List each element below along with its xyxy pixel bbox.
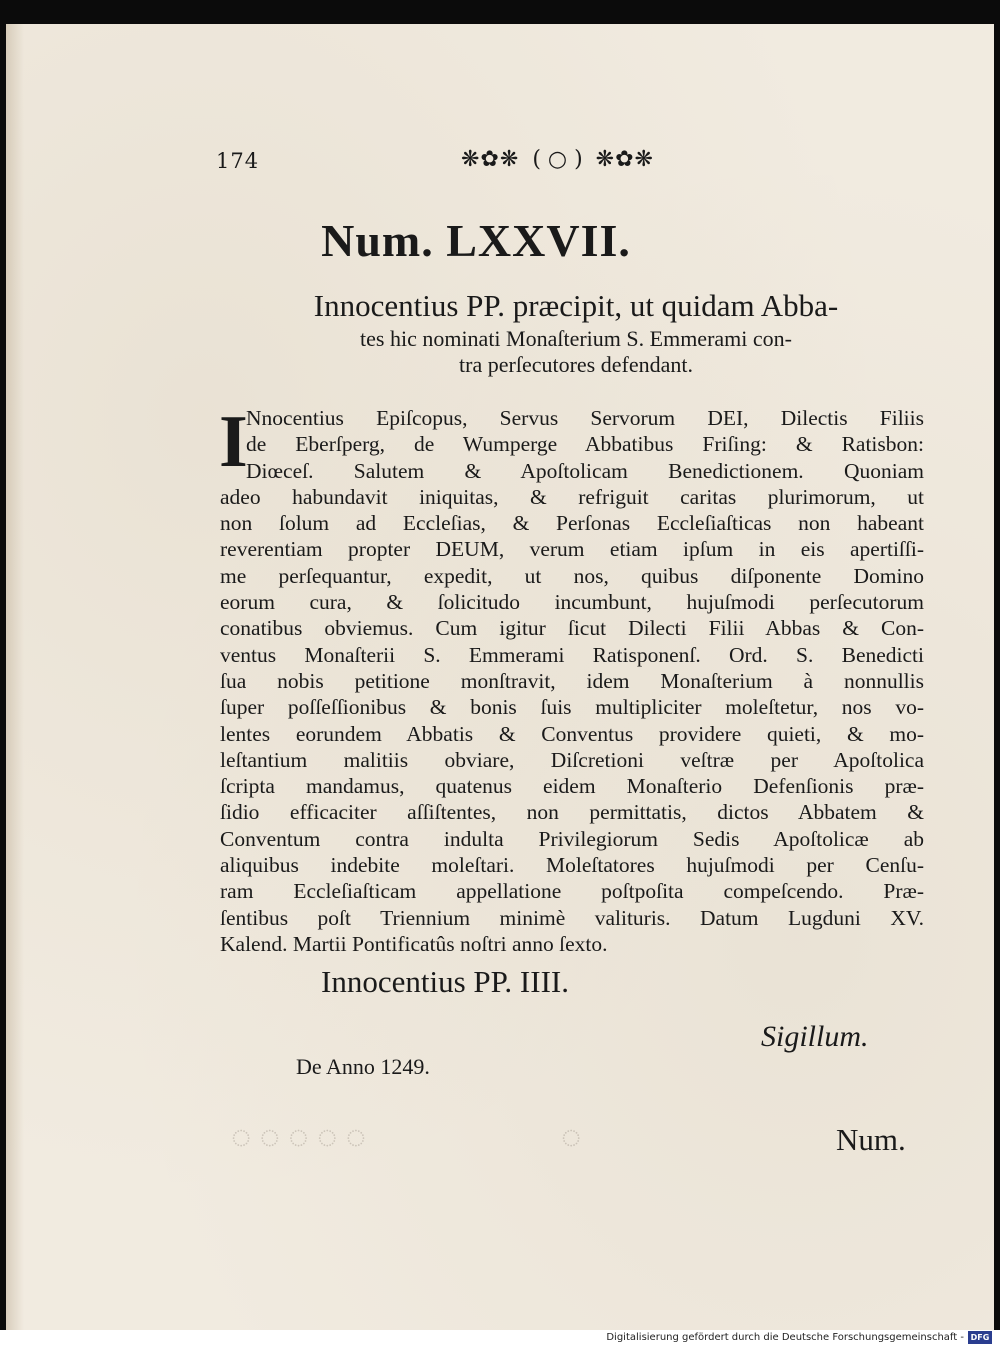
page-number: 174	[216, 149, 260, 173]
show-through-mid: ◌	[561, 1119, 582, 1156]
body-line: non ſolum ad Eccleſias, & Perſonas Eccleſiaſticas non habeant	[220, 511, 924, 536]
dfg-logo-icon: DFG	[968, 1331, 992, 1344]
ornament-center: ( ○ )	[532, 147, 583, 172]
body-text	[219, 401, 924, 957]
heading-line-1: Innocentius PP. præcipit, ut quidam Abba-	[313, 288, 839, 323]
body-line: Kalend. Martii Pontificatûs noſtri anno ſexto.	[220, 931, 608, 956]
book-page	[6, 24, 994, 1330]
body-line: ſua nobis petitione monſtravit, idem Monaſterium à nonnullis	[220, 668, 924, 693]
digitization-credit: Digitalisierung gefördert durch die Deutsche Forschungsgemeinschaft -	[606, 1332, 964, 1343]
running-head	[216, 137, 696, 177]
body-line: ventus Monaſterii S. Emmerami Ratisponenſ. Ord. S. Benedicti	[220, 642, 924, 667]
ornament-left-icon: ❋✿❋	[461, 147, 520, 172]
body-line: eorum cura, & ſolicitudo incumbunt, hujuſmodi perſecutorum	[220, 590, 924, 615]
date-line: De Anno 1249.	[296, 1054, 430, 1079]
body-line: aliquibus indebite moleſtari. Moleſtatores hujuſmodi per Cenſu-	[220, 853, 924, 878]
body-line: ſidio efficaciter aſſiſtentes, non permittatis, dictos Abbatem &	[220, 800, 924, 825]
body-line: ſuper poſſeſſionibus & bonis ſuis multipliciter moleſtetur, nos vo-	[220, 695, 924, 720]
papal-signature: Innocentius PP. IIII.	[321, 964, 569, 999]
catchword: Num.	[836, 1122, 906, 1157]
body-line: reverentiam propter DEUM, verum etiam ipſum in eis apertiſſi-	[220, 537, 924, 562]
head-ornament	[461, 147, 654, 172]
body-line: Nnocentius Epiſcopus, Servus Servorum DEI, Dilectis Filiis	[246, 406, 924, 430]
body-line: lentes eorundem Abbatis & Conventus providere quieti, & mo-	[220, 721, 924, 746]
heading-line-2: tes hic nominati Monaſterium S. Emmerami con-	[360, 326, 792, 351]
show-through-left: ◌ ◌ ◌ ◌ ◌	[231, 1119, 367, 1156]
ornament-right-icon: ❋✿❋	[595, 147, 654, 172]
seal-note: Sigillum.	[761, 1020, 869, 1053]
body-line: adeo habundavit iniquitas, & refriguit caritas plurimorum, ut	[220, 484, 924, 509]
body-line: ſcripta mandamus, quatenus eidem Monaſterio Defenſionis præ-	[220, 774, 924, 799]
document-number: Num. LXXVII.	[321, 215, 631, 266]
body-line: ram Eccleſiaſticam appellatione poſtpoſita compeſcendo. Præ-	[220, 879, 924, 904]
body-line: de Eberſperg, de Wumperge Abbatibus Friſing: & Ratisbon:	[246, 432, 924, 457]
document-heading	[218, 286, 934, 378]
body-line: Diœceſ. Salutem & Apoſtolicam Benedictionem. Quoniam	[246, 458, 924, 483]
body-line: leſtantium malitiis obviare, Diſcretioni veſtræ per Apoſtolica	[220, 747, 924, 772]
drop-cap: I	[219, 401, 248, 483]
heading-line-3: tra perſecutores defendant.	[459, 352, 693, 377]
body-line: ſentibus poſt Triennium minimè valituris. Datum Lugduni XV.	[220, 905, 924, 930]
body-line: conatibus obviemus. Cum igitur ſicut Dilecti Filii Abbas & Con-	[220, 616, 924, 641]
body-line: me perſequantur, expedit, ut nos, quibus diſponente Domino	[220, 563, 924, 588]
body-line: Conventum contra indulta Privilegiorum Sedis Apoſtolicæ ab	[220, 826, 924, 851]
